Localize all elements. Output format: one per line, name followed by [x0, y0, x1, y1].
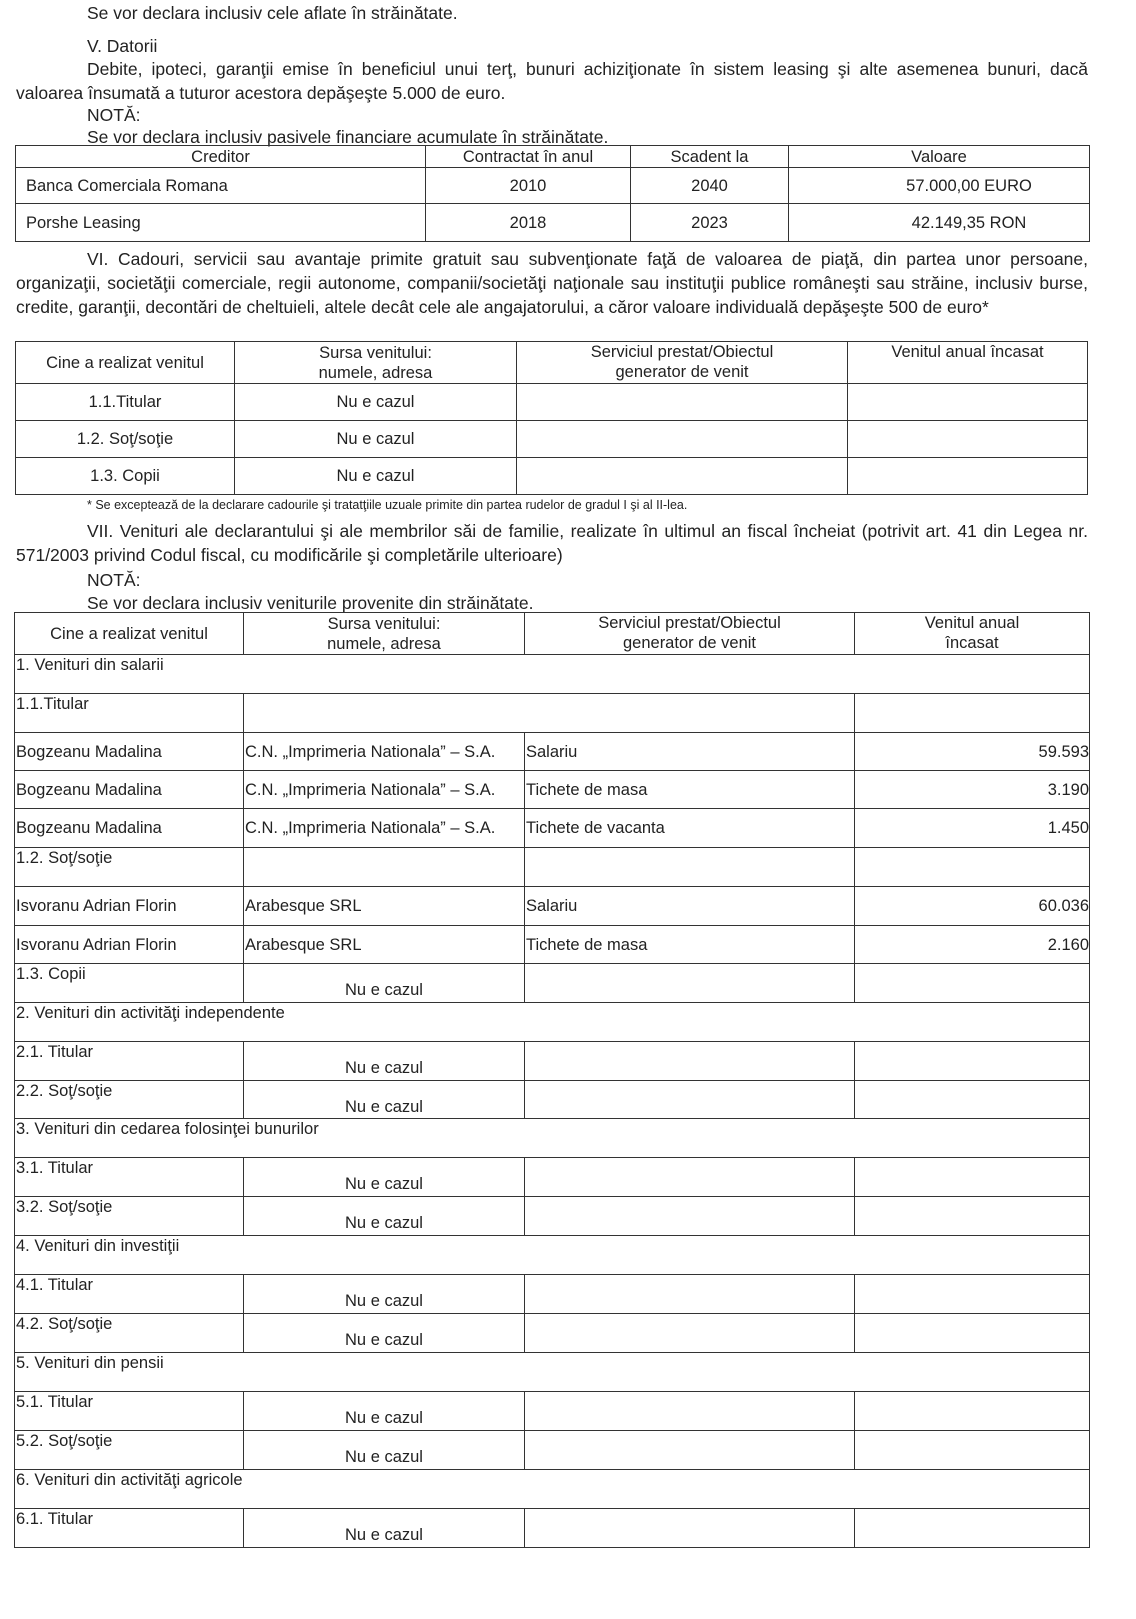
header-contract-year: Contractat în anul	[426, 146, 631, 168]
subcategory-who: 4.2. Soţ/soţie	[15, 1314, 244, 1353]
gift-row	[16, 458, 1088, 495]
category-title: 2. Venituri din activităţi independente	[15, 1003, 1090, 1042]
header-due: Scadent la	[631, 146, 789, 168]
income-source: Nu e cazul	[244, 1042, 525, 1081]
subcategory-who: 5.1. Titular	[15, 1392, 244, 1431]
category-row	[15, 1353, 1090, 1392]
header-income: Venitul anual încasat	[848, 342, 1088, 384]
gift-who: 1.3. Copii	[16, 458, 235, 495]
subcategory-row	[15, 1431, 1090, 1470]
income-source: Nu e cazul	[244, 964, 525, 1003]
income-amount: 60.036	[855, 887, 1090, 926]
category-title: 3. Venituri din cedarea folosinţei bunurilor	[15, 1119, 1090, 1158]
subcategory-spouse: 1.2. Soţ/soţie	[15, 848, 244, 887]
subcategory-who: 5.2. Soţ/soţie	[15, 1431, 244, 1470]
income-name: Isvoranu Adrian Florin	[15, 926, 244, 964]
header-who: Cine a realizat venitul	[16, 342, 235, 384]
gift-row	[16, 421, 1088, 458]
income-row	[15, 887, 1090, 926]
section-vii-nota-text: Se vor declara inclusiv veniturile provenite din străinătate.	[87, 593, 534, 613]
gift-row	[16, 384, 1088, 421]
gift-who: 1.1.Titular	[16, 384, 235, 421]
header-source: Sursa venitului: numele, adresa	[244, 613, 525, 655]
income-row	[15, 809, 1090, 848]
debts-table	[15, 145, 1090, 242]
header-value: Valoare	[789, 146, 1090, 168]
subcategory-children: 1.3. Copii	[15, 964, 244, 1003]
subcategory-row	[15, 1158, 1090, 1197]
subcategory-row	[15, 848, 1090, 887]
income-source: Arabesque SRL	[244, 887, 525, 926]
income-service: Tichete de masa	[525, 926, 855, 964]
income-service: Tichete de vacanta	[525, 809, 855, 848]
subcategory-row	[15, 1081, 1090, 1119]
gifts-footnote: * Se exceptează de la declarare cadourile şi tratatţiile uzuale primite din partea rudelor de gradul I şi al II-lea.	[87, 498, 688, 512]
debt-value: 57.000,00 EURO	[789, 168, 1090, 204]
income-amount: 3.190	[855, 771, 1090, 809]
income-source: Nu e cazul	[244, 1081, 525, 1119]
income-table	[14, 612, 1090, 1548]
subcategory-row	[15, 1509, 1090, 1548]
gifts-header-row	[16, 342, 1088, 384]
category-row	[15, 1236, 1090, 1275]
gift-who: 1.2. Soţ/soţie	[16, 421, 235, 458]
subcategory-row	[15, 1314, 1090, 1353]
income-name: Bogzeanu Madalina	[15, 809, 244, 848]
income-name: Bogzeanu Madalina	[15, 771, 244, 809]
income-source: Arabesque SRL	[244, 926, 525, 964]
income-row	[15, 733, 1090, 771]
subcategory-row	[15, 1275, 1090, 1314]
debts-header-row	[16, 146, 1090, 168]
category-title: 4. Venituri din investiţii	[15, 1236, 1090, 1275]
income-source: Nu e cazul	[244, 1509, 525, 1548]
income-row	[15, 926, 1090, 964]
category-row	[15, 655, 1090, 694]
income-service: Salariu	[525, 733, 855, 771]
income-source: C.N. „Imprimeria Nationala” – S.A.	[244, 809, 525, 848]
subcategory-row	[15, 1197, 1090, 1236]
debt-due: 2023	[631, 204, 789, 242]
header-service: Serviciul prestat/Obiectul generator de venit	[517, 342, 848, 384]
gift-source: Nu e cazul	[235, 421, 517, 458]
subcategory-who: 2.1. Titular	[15, 1042, 244, 1081]
income-source: Nu e cazul	[244, 1197, 525, 1236]
income-source: C.N. „Imprimeria Nationala” – S.A.	[244, 733, 525, 771]
subcategory-row	[15, 1392, 1090, 1431]
subcategory-who: 3.1. Titular	[15, 1158, 244, 1197]
subcategory-row	[15, 964, 1090, 1003]
header-income: Venitul anual încasat	[855, 613, 1090, 655]
gift-source: Nu e cazul	[235, 458, 517, 495]
gift-source: Nu e cazul	[235, 384, 517, 421]
section-v-text: Debite, ipoteci, garanţii emise în beneficiul unui terţ, bunuri achiziţionate în sistem leasing şi alte asemenea bunuri, dacă valoarea însumată a tuturor acestora depăşeşte 5.000 de euro.	[16, 59, 1088, 103]
header-service: Serviciul prestat/Obiectul generator de venit	[525, 613, 855, 655]
category-title: 6. Venituri din activităţi agricole	[15, 1470, 1090, 1509]
debt-creditor: Banca Comerciala Romana	[16, 168, 426, 204]
debt-row	[16, 204, 1090, 242]
gifts-table	[15, 341, 1088, 495]
debt-creditor: Porshe Leasing	[16, 204, 426, 242]
income-name: Bogzeanu Madalina	[15, 733, 244, 771]
subcategory-who: 6.1. Titular	[15, 1509, 244, 1548]
section-vii-text: VII. Venituri ale declarantului şi ale membrilor săi de familie, realizate în ultimul an fiscal încheiat (potrivit art. 41 din Legea nr. 571/2003 privind Codul fiscal, cu modificările şi completările ulterioare)	[16, 521, 1088, 565]
subcategory-who: 4.1. Titular	[15, 1275, 244, 1314]
header-who: Cine a realizat venitul	[15, 613, 244, 655]
debt-value: 42.149,35 RON	[789, 204, 1090, 242]
income-service: Salariu	[525, 887, 855, 926]
income-name: Isvoranu Adrian Florin	[15, 887, 244, 926]
income-service: Tichete de masa	[525, 771, 855, 809]
debt-row	[16, 168, 1090, 204]
income-row	[15, 771, 1090, 809]
section-v-nota-text: Se vor declara inclusiv pasivele financiare acumulate în străinătate.	[87, 127, 609, 147]
intro-note: Se vor declara inclusiv cele aflate în străinătate.	[87, 3, 458, 23]
debt-year: 2010	[426, 168, 631, 204]
subcategory-row	[15, 694, 1090, 733]
category-row	[15, 1003, 1090, 1042]
category-row	[15, 1470, 1090, 1509]
income-amount: 1.450	[855, 809, 1090, 848]
income-source: C.N. „Imprimeria Nationala” – S.A.	[244, 771, 525, 809]
income-source: Nu e cazul	[244, 1158, 525, 1197]
subcategory-who: 2.2. Soţ/soţie	[15, 1081, 244, 1119]
subcategory-who: 3.2. Soţ/soţie	[15, 1197, 244, 1236]
section-vi-text: VI. Cadouri, servicii sau avantaje primite gratuit sau subvenţionate faţă de valoarea de piaţă, din partea unor persoane, organizaţii, societăţii comerciale, regii autonome, companii/societăţi naţionale sau instituţii publice româneşti sau străine, inclusiv burse, credite, garanţii, decontări de cheltuieli, altele decât cele ale angajatorului, a căror valoare individuală depăşeşte 500 de euro*	[16, 249, 1088, 317]
section-v-nota-label: NOTĂ:	[87, 105, 141, 125]
category-row	[15, 1119, 1090, 1158]
subcategory-titular: 1.1.Titular	[15, 694, 244, 733]
section-vii-nota-label: NOTĂ:	[87, 570, 141, 590]
category-salaries: 1. Venituri din salarii	[15, 655, 1090, 694]
subcategory-row	[15, 1042, 1090, 1081]
income-source: Nu e cazul	[244, 1314, 525, 1353]
header-creditor: Creditor	[16, 146, 426, 168]
income-header-row	[15, 613, 1090, 655]
income-source: Nu e cazul	[244, 1392, 525, 1431]
header-source: Sursa venitului: numele, adresa	[235, 342, 517, 384]
income-source: Nu e cazul	[244, 1275, 525, 1314]
income-amount: 2.160	[855, 926, 1090, 964]
section-v-heading: V. Datorii	[87, 36, 158, 56]
debt-year: 2018	[426, 204, 631, 242]
income-source: Nu e cazul	[244, 1431, 525, 1470]
category-title: 5. Venituri din pensii	[15, 1353, 1090, 1392]
debt-due: 2040	[631, 168, 789, 204]
income-amount: 59.593	[855, 733, 1090, 771]
